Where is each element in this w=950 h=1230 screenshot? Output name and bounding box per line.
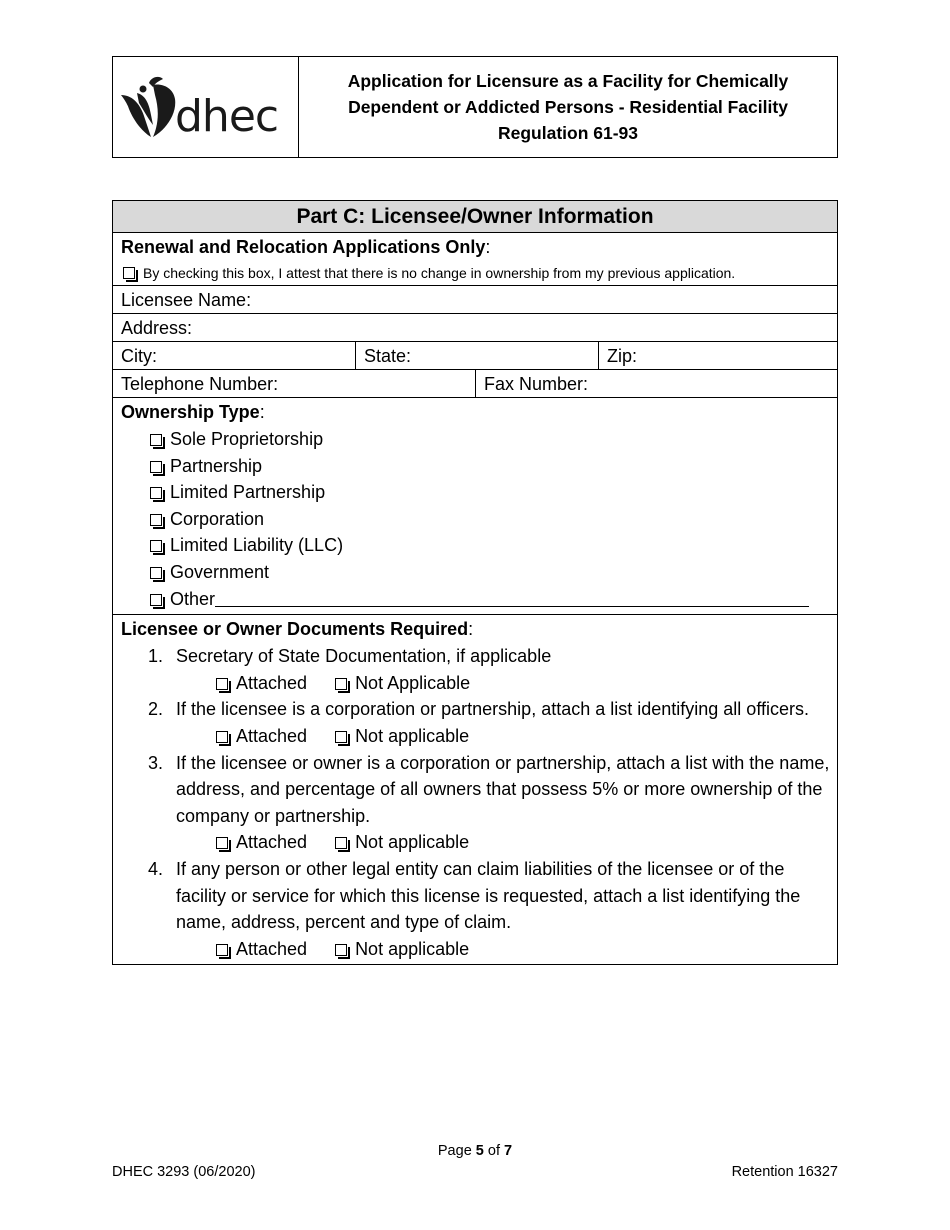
label-text: Sole Proprietorship <box>170 429 324 449</box>
checkbox[interactable] <box>150 540 162 552</box>
label-text: State: <box>364 346 412 366</box>
label-text: Attached <box>236 725 308 746</box>
checkbox[interactable] <box>216 678 228 690</box>
zip-field[interactable] <box>599 342 837 369</box>
not-applicable-option[interactable] <box>335 723 469 750</box>
label-text: Renewal and Relocation Applications Only <box>121 237 486 257</box>
document-choices <box>121 936 837 963</box>
document-item <box>121 750 837 830</box>
phone-fax-row <box>113 370 837 398</box>
label-text: If any person or other legal entity can claim liabilities of the licensee or of the facility or service for which this license is requested, attach a list identifying the name, address, percent and type of claim. <box>176 858 801 933</box>
label-text: Not applicable <box>355 938 470 959</box>
ownership-heading: Ownership Type: <box>121 402 265 422</box>
label-text: 1. <box>148 646 164 667</box>
documents-section <box>113 615 837 964</box>
state-field[interactable] <box>356 342 599 369</box>
dhec-logo <box>113 57 299 157</box>
attached-option[interactable] <box>216 936 307 963</box>
retention-number: Retention 16327 <box>731 1164 838 1180</box>
attached-option[interactable] <box>216 670 307 697</box>
label-text: Licensee or Owner Documents Required <box>121 619 469 640</box>
label-text: 3. <box>148 752 164 773</box>
label-text: Zip: <box>607 346 638 366</box>
ownership-option[interactable] <box>121 506 837 533</box>
checkbox[interactable] <box>335 678 347 690</box>
ownership-option[interactable] <box>121 426 837 453</box>
city-state-zip-row <box>113 342 837 370</box>
document-choices <box>121 829 837 856</box>
label-text: Not Applicable <box>355 672 471 693</box>
label-text: City: <box>121 346 157 366</box>
part-title: Part C: Licensee/Owner Information <box>113 201 837 233</box>
checkbox[interactable] <box>150 434 162 446</box>
documents-heading: Licensee or Owner Documents Required: <box>121 619 474 640</box>
other-blank-line[interactable] <box>215 588 809 607</box>
checkbox[interactable] <box>216 837 228 849</box>
not-applicable-option[interactable] <box>335 936 469 963</box>
label-text: Address: <box>121 318 193 338</box>
label-text: Government <box>170 561 270 582</box>
checkbox[interactable] <box>216 731 228 743</box>
licensee-form <box>112 200 838 965</box>
checkbox[interactable] <box>150 567 162 579</box>
title-line: Application for Licensure as a Facility for Chemically <box>347 71 789 91</box>
label-text: Page <box>437 1143 472 1159</box>
document-item <box>121 856 837 936</box>
attest-checkbox[interactable] <box>123 267 135 279</box>
checkbox[interactable] <box>216 944 228 956</box>
label-text: of <box>487 1143 500 1159</box>
label-text: If the licensee is a corporation or partnership, attach a list identifying all officers. <box>176 699 809 720</box>
label-text: Attached <box>236 938 308 959</box>
title-line: Regulation 61-93 <box>497 123 639 143</box>
checkbox[interactable] <box>150 487 162 499</box>
checkbox[interactable] <box>150 594 162 606</box>
renewal-heading: Renewal and Relocation Applications Only: <box>121 237 491 257</box>
document-choices <box>121 723 837 750</box>
city-field[interactable] <box>113 342 356 369</box>
attached-option[interactable] <box>216 829 307 856</box>
ownership-option-other[interactable] <box>121 586 837 613</box>
renewal-section <box>113 233 837 286</box>
attest-text: By checking this box, I attest that there is no change in ownership from my previous application. <box>143 265 736 281</box>
label-text: 2. <box>148 699 164 720</box>
telephone-field[interactable] <box>113 370 476 397</box>
label-text: Licensee Name: <box>121 290 252 310</box>
label-text: 7 <box>504 1143 513 1159</box>
label-text: Not applicable <box>355 832 470 853</box>
label-text: If the licensee or owner is a corporation or partnership, attach a list with the name, address, and percentage of all owners that possess 5% or more ownership of the company or partnership. <box>176 752 830 826</box>
not-applicable-option[interactable] <box>335 829 469 856</box>
form-code: DHEC 3293 (06/2020) <box>112 1164 256 1180</box>
checkbox[interactable] <box>335 837 347 849</box>
logo-wordmark: dhec <box>175 91 279 142</box>
fax-field[interactable] <box>476 370 837 397</box>
document-title <box>299 57 837 157</box>
checkbox[interactable] <box>150 461 162 473</box>
label-text: Limited Liability (LLC) <box>170 535 344 556</box>
checkbox[interactable] <box>335 944 347 956</box>
attest-checkbox-row[interactable] <box>113 261 837 285</box>
label-text: Limited Partnership <box>170 482 326 503</box>
not-applicable-option[interactable] <box>335 670 470 697</box>
ownership-option[interactable] <box>121 479 837 506</box>
ownership-option[interactable] <box>121 532 837 559</box>
label-text: Telephone Number: <box>121 374 279 394</box>
label-text: 4. <box>148 858 164 879</box>
ownership-option[interactable] <box>121 559 837 586</box>
label-text: Other <box>170 588 216 609</box>
document-choices <box>121 670 837 697</box>
document-item <box>121 696 837 723</box>
label-text: Attached <box>236 832 308 853</box>
document-item <box>121 643 837 670</box>
title-line: Dependent or Addicted Persons - Residential Facility <box>348 97 788 117</box>
label-text: Attached <box>236 672 308 693</box>
label-text: Not applicable <box>355 725 470 746</box>
attached-option[interactable] <box>216 723 307 750</box>
label-text: 5 <box>475 1143 484 1159</box>
checkbox[interactable] <box>335 731 347 743</box>
ownership-section <box>113 398 837 615</box>
licensee-name-field[interactable] <box>113 286 837 314</box>
document-header <box>112 56 838 158</box>
address-field[interactable] <box>113 314 837 342</box>
page-number <box>0 1143 950 1159</box>
label-text: Partnership <box>170 455 263 476</box>
label-text: Secretary of State Documentation, if applicable <box>176 646 552 667</box>
checkbox[interactable] <box>150 514 162 526</box>
label-text: Corporation <box>170 508 265 529</box>
label-text: Ownership Type <box>121 402 260 422</box>
ownership-option[interactable] <box>121 453 837 480</box>
label-text: Fax Number: <box>484 374 589 394</box>
